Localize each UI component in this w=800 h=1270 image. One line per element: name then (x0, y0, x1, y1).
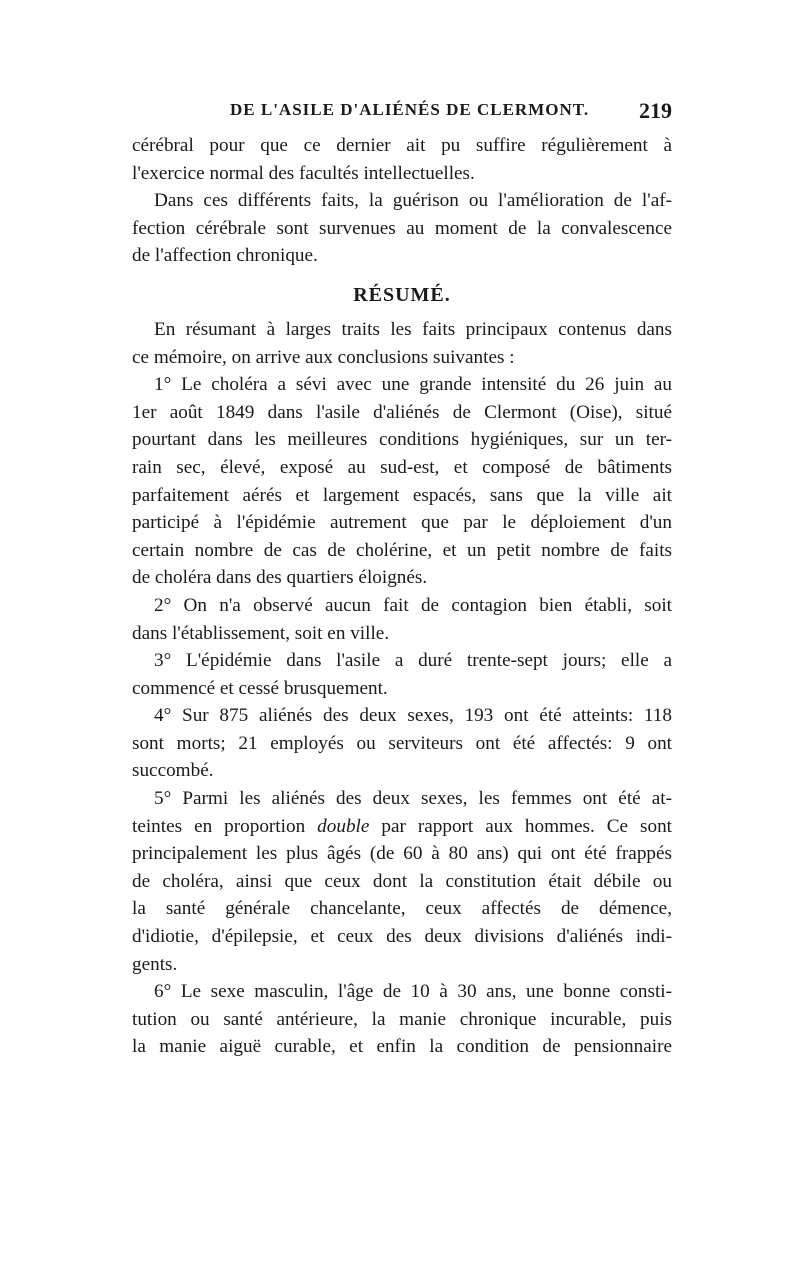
text-line: pourtant dans les meilleures conditions hygiéniques, sur un ter- (132, 429, 672, 451)
text-line: tution ou santé antérieure, la manie chronique incurable, puis (132, 1008, 672, 1030)
text-line: fection cérébrale sont survenues au moment de la convalescence (132, 217, 672, 239)
text-line: gents. (132, 953, 178, 975)
text-line: de choléra dans des quartiers éloignés. (132, 567, 428, 589)
text-line: sont morts; 21 employés ou serviteurs ont été affectés: 9 ont (132, 732, 672, 754)
text-line: succombé. (132, 760, 214, 782)
text-line: ce mémoire, on arrive aux conclusions suivantes : (132, 346, 515, 368)
text-line: 6° Le sexe masculin, l'âge de 10 à 30 ans, une bonne consti- (154, 981, 672, 1003)
text-line: 1er août 1849 dans l'asile d'aliénés de Clermont (Oise), situé (132, 401, 672, 423)
text-fragment: par rapport aux hommes. Ce sont (369, 815, 673, 837)
text-line: la santé générale chancelante, ceux affectés de démence, (132, 898, 672, 920)
text-line: rain sec, élevé, exposé au sud-est, et composé de bâtiments (132, 456, 672, 478)
text-line: En résumant à larges traits les faits principaux contenus dans (154, 318, 672, 340)
text-line: la manie aiguë curable, et enfin la condition de pensionnaire (132, 1036, 672, 1058)
text-line: 1° Le choléra a sévi avec une grande intensité du 26 juin au (154, 374, 672, 396)
text-line: principalement les plus âgés (de 60 à 80 ans) qui ont été frappés (132, 843, 672, 865)
section-heading: RÉSUMÉ. (353, 283, 451, 306)
text-line: parfaitement aérés et largement espacés, sans que la ville ait (132, 484, 672, 506)
text-line: commencé et cessé brusquement. (132, 677, 388, 699)
running-header (132, 100, 672, 124)
text-line: 2° On n'a observé aucun fait de contagion bien établi, soit (154, 594, 672, 616)
text-line: l'exercice normal des facultés intellectuelles. (132, 162, 475, 184)
text-line: de l'affection chronique. (132, 245, 318, 267)
text-line-with-emphasis (132, 813, 672, 841)
page-number: 219 (639, 98, 672, 123)
text-line: certain nombre de cas de cholérine, et un petit nombre de faits (132, 539, 672, 561)
text-line: cérébral pour que ce dernier ait pu suffire régulièrement à (132, 135, 672, 156)
text-line: de choléra, ainsi que ceux dont la constitution était débile ou (132, 870, 672, 892)
emphasis-text: double (317, 815, 370, 837)
text-line: 4° Sur 875 aliénés des deux sexes, 193 ont été atteints: 118 (154, 705, 672, 727)
running-title: DE L'ASILE D'ALIÉNÉS DE CLERMONT. (230, 100, 590, 119)
page-body (132, 132, 672, 1061)
text-line: d'idiotie, d'épilepsie, et ceux des deux divisions d'aliénés indi- (132, 926, 672, 948)
text-line: 5° Parmi les aliénés des deux sexes, les femmes ont été at- (154, 788, 672, 810)
text-line: 3° L'épidémie dans l'asile a duré trente-sept jours; elle a (154, 650, 672, 672)
text-line: Dans ces différents faits, la guérison ou l'amélioration de l'af- (154, 190, 672, 212)
text-line: dans l'établissement, soit en ville. (132, 622, 390, 644)
text-fragment: teintes en proportion (132, 815, 318, 837)
text-line: participé à l'épidémie autrement que par le déploiement d'un (132, 512, 672, 534)
